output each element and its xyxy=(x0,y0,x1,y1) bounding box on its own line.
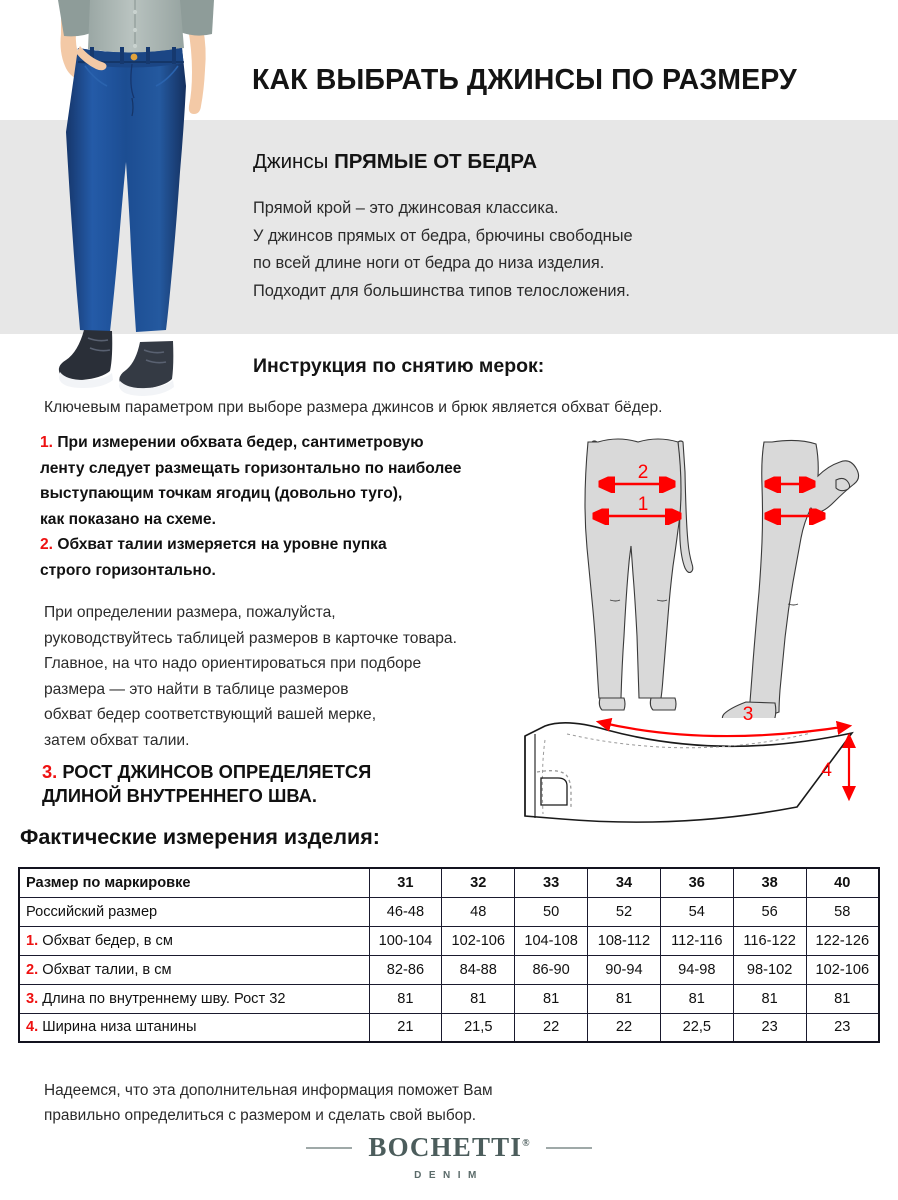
footer-line: Надеемся, что эта дополнительная информация поможет Вам xyxy=(44,1082,493,1099)
table-cell: 58 xyxy=(806,897,879,926)
table-cell: 48 xyxy=(442,897,515,926)
table-cell: 81 xyxy=(660,984,733,1013)
table-cell: 116-122 xyxy=(733,926,806,955)
table-cell: 21 xyxy=(369,1013,442,1042)
table-cell: 98-102 xyxy=(733,955,806,984)
table-cell: 32 xyxy=(442,868,515,897)
table-cell: 22,5 xyxy=(660,1013,733,1042)
brand-logo xyxy=(0,1132,898,1181)
table-cell: 36 xyxy=(660,868,733,897)
step-3-number: 3. xyxy=(42,761,58,782)
row-label-text: Российский размер xyxy=(26,903,158,920)
row-number: 4. xyxy=(26,1019,39,1036)
table-cell: 22 xyxy=(515,1013,588,1042)
jeans-leg-diagram xyxy=(505,700,895,835)
intro-line: Подходит для большинства типов телосложения. xyxy=(253,281,630,300)
body-measurement-diagram xyxy=(560,428,898,718)
intro-heading-light: Джинсы xyxy=(253,150,335,173)
intro-heading xyxy=(253,150,873,174)
table-cell: 81 xyxy=(369,984,442,1013)
table-cell: 46-48 xyxy=(369,897,442,926)
table-cell: 81 xyxy=(733,984,806,1013)
table-cell: 104-108 xyxy=(515,926,588,955)
table-cell: 82-86 xyxy=(369,955,442,984)
size-selection-paragraph xyxy=(44,600,584,754)
intro-line: У джинсов прямых от бедра, брючины свободные xyxy=(253,226,633,245)
table-row xyxy=(19,1013,879,1042)
brand-name-text: BOCHETTI xyxy=(368,1132,523,1162)
instructions-heading: Инструкция по снятию мерок: xyxy=(253,355,545,377)
table-cell: 54 xyxy=(660,897,733,926)
model-shoes xyxy=(59,330,174,396)
intro-heading-bold: ПРЯМЫЕ ОТ БЕДРА xyxy=(334,150,538,173)
table-cell: 86-90 xyxy=(515,955,588,984)
intro-line: по всей длине ноги от бедра до низа изделия. xyxy=(253,254,605,272)
table-cell: 52 xyxy=(588,897,661,926)
table-cell: 21,5 xyxy=(442,1013,515,1042)
step-2-line: строго горизонтально. xyxy=(40,561,216,579)
table-cell: 102-106 xyxy=(806,955,879,984)
key-parameter-line: Ключевым параметром при выборе размера джинсов и брюк является обхват бёдер. xyxy=(44,399,663,416)
jeans-leg-outline xyxy=(525,723,852,822)
row-label-text: Ширина низа штанины xyxy=(38,1019,197,1036)
step-1-number: 1. xyxy=(40,434,54,451)
table-cell: 94-98 xyxy=(660,955,733,984)
table-cell: 31 xyxy=(369,868,442,897)
page-title: КАК ВЫБРАТЬ ДЖИНСЫ ПО РАЗМЕРУ xyxy=(252,64,797,96)
row-number: 2. xyxy=(26,961,39,978)
table-cell: 22 xyxy=(588,1013,661,1042)
diagram-label-4: 4 xyxy=(821,760,832,781)
row-number: 1. xyxy=(26,932,39,949)
table-cell: 56 xyxy=(733,897,806,926)
diagram-label-1: 1 xyxy=(637,494,649,515)
paragraph-line: обхват бедер соответствующий вашей мерке, xyxy=(44,706,377,724)
step-2-text: Обхват талии измеряется на уровне пупка xyxy=(53,536,387,554)
logo-rule-right xyxy=(546,1147,592,1149)
model-illustration xyxy=(28,0,238,400)
table-cell: 84-88 xyxy=(442,955,515,984)
paragraph-line: затем обхват талии. xyxy=(44,731,190,749)
table-row-label xyxy=(19,868,369,897)
table-row-label xyxy=(19,984,369,1013)
table-row-label xyxy=(19,926,369,955)
row-label-text: Обхват бедер, в см xyxy=(38,932,173,949)
step-1-line: ленту следует размещать горизонтально по наиболее xyxy=(40,459,462,477)
table-cell: 38 xyxy=(733,868,806,897)
side-body-figure xyxy=(722,440,858,718)
size-table xyxy=(18,867,880,1043)
table-cell: 100-104 xyxy=(369,926,442,955)
step-2-number: 2. xyxy=(40,536,54,554)
step-2-line xyxy=(40,532,570,558)
table-cell: 81 xyxy=(806,984,879,1013)
step-3-text: РОСТ ДЖИНСОВ ОПРЕДЕЛЯЕТСЯ xyxy=(57,761,372,782)
row-number: 3. xyxy=(26,990,39,1007)
model-jeans xyxy=(66,46,186,332)
table-cell: 23 xyxy=(806,1013,879,1042)
table-cell: 122-126 xyxy=(806,926,879,955)
measurements-heading: Фактические измерения изделия: xyxy=(20,825,380,849)
table-cell: 81 xyxy=(515,984,588,1013)
row-label-text: Размер по маркировке xyxy=(26,874,191,891)
paragraph-line: руководствуйтесь таблицей размеров в карточке товара. xyxy=(44,629,457,647)
table-row xyxy=(19,955,879,984)
row-label-text: Длина по внутреннему шву. Рост 32 xyxy=(38,990,286,1007)
table-row-label xyxy=(19,955,369,984)
footer-line: правильно определиться с размером и сделать свой выбор. xyxy=(44,1107,477,1124)
table-cell: 90-94 xyxy=(588,955,661,984)
table-cell: 23 xyxy=(733,1013,806,1042)
diagram-label-2: 2 xyxy=(637,462,649,483)
table-cell: 108-112 xyxy=(588,926,661,955)
table-row-label xyxy=(19,897,369,926)
paragraph-line: размера — это найти в таблице размеров xyxy=(44,680,349,698)
table-row xyxy=(19,984,879,1013)
step-3-block xyxy=(42,760,542,808)
table-cell: 33 xyxy=(515,868,588,897)
row-label-text: Обхват талии, в см xyxy=(38,961,172,978)
table-row xyxy=(19,926,879,955)
paragraph-line: Главное, на что надо ориентироваться при подборе xyxy=(44,655,422,673)
step-1-text: При измерении обхвата бедер, сантиметровую xyxy=(53,434,424,451)
brand-name xyxy=(368,1132,529,1163)
steps-1-2-block xyxy=(40,430,570,584)
diagram-label-3: 3 xyxy=(742,704,754,725)
table-cell: 112-116 xyxy=(660,926,733,955)
brand-subtitle: DENIM xyxy=(414,1170,484,1181)
table-cell: 102-106 xyxy=(442,926,515,955)
step-3-line xyxy=(42,760,542,784)
intro-line: Прямой крой – это джинсовая классика. xyxy=(253,199,559,217)
logo-rule-left xyxy=(306,1147,352,1149)
step-1-line: как показано на схеме. xyxy=(40,510,216,528)
step-1-line: выступающим точкам ягодиц (довольно туго), xyxy=(40,485,403,503)
step-3-line: ДЛИНОЙ ВНУТРЕННЕГО ШВА. xyxy=(42,785,317,806)
table-cell: 50 xyxy=(515,897,588,926)
step-1-line xyxy=(40,430,570,456)
table-row-label xyxy=(19,1013,369,1042)
intro-body xyxy=(253,195,883,305)
brand-logo-row xyxy=(306,1132,591,1163)
table-cell: 40 xyxy=(806,868,879,897)
registered-icon: ® xyxy=(522,1138,530,1149)
table-row xyxy=(19,868,879,897)
arrow-inseam xyxy=(599,722,849,736)
table-cell: 81 xyxy=(442,984,515,1013)
table-cell: 81 xyxy=(588,984,661,1013)
table-cell: 34 xyxy=(588,868,661,897)
footer-note xyxy=(44,1078,684,1128)
paragraph-line: При определении размера, пожалуйста, xyxy=(44,604,336,621)
table-row xyxy=(19,897,879,926)
